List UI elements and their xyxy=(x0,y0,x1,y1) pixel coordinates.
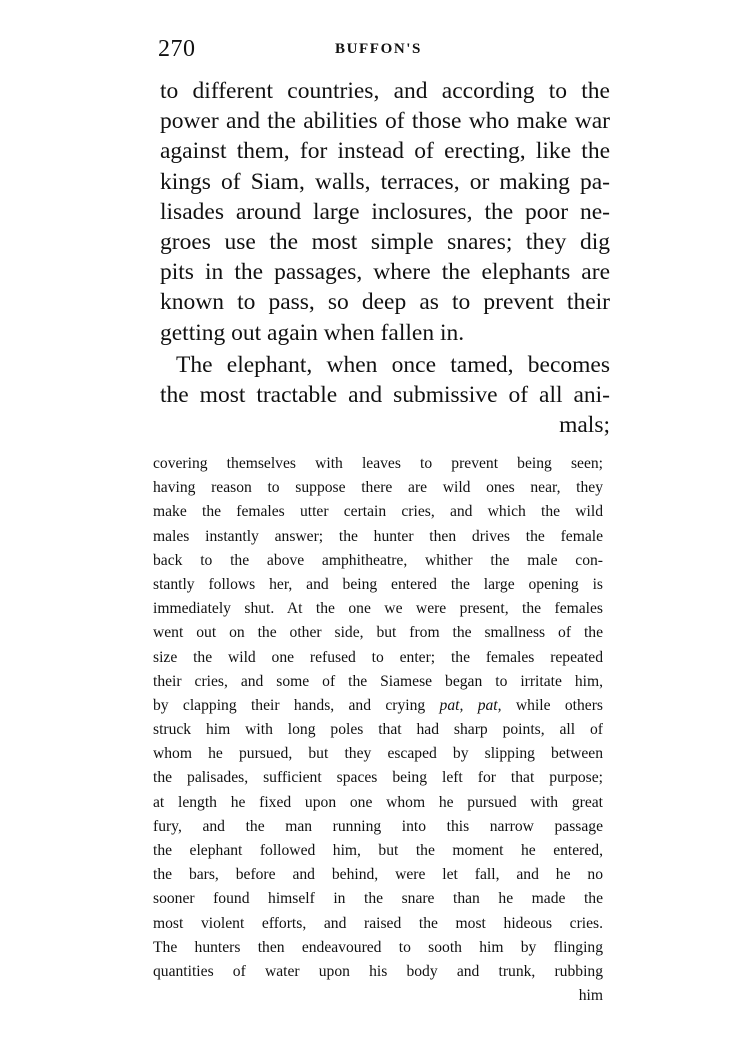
footnote-line: fury, and the man running into this narrow passage xyxy=(153,817,603,835)
footnote xyxy=(153,452,603,1008)
footnote-line: their cries, and some of the Siamese began to irritate him, xyxy=(153,672,603,690)
footnote-line-head: by clapping their hands, and crying xyxy=(153,696,426,714)
footnote-line: back to the above amphitheatre, whither the male con- xyxy=(153,551,603,569)
footnote-line: most violent efforts, and raised the most hideous cries. xyxy=(153,914,603,932)
footnote-line: make the females utter certain cries, and which the wild xyxy=(153,503,603,521)
main-line: against them, for instead of erecting, like the xyxy=(160,138,610,165)
footnote-line: the bars, before and behind, were let fall, and he no xyxy=(153,866,603,884)
main-line: groes use the most simple snares; they dig xyxy=(160,228,610,255)
main-line: kings of Siam, walls, terraces, or making pa- xyxy=(160,168,610,195)
main-line: mals; xyxy=(559,412,610,439)
footnote-line: immediately shut. At the one we were present, the females xyxy=(153,600,603,618)
footnote-line: at length he fixed upon one whom he pursued with great xyxy=(153,793,603,811)
footnote-line: sooner found himself in the snare than he made the xyxy=(153,890,603,908)
running-head xyxy=(158,36,610,66)
main-line: the most tractable and submissive of all ani- xyxy=(160,381,610,408)
footnote-line: size the wild one refused to enter; the females repeated xyxy=(153,648,603,666)
footnote-line: stantly follows her, and being entered the large opening is xyxy=(153,575,603,593)
main-line: The elephant, when once tamed, becomes xyxy=(176,351,610,378)
footnote-line: struck him with long poles that had sharp points, all of xyxy=(153,721,603,739)
main-line: power and the abilities of those who make war xyxy=(160,108,610,135)
footnote-line: him xyxy=(578,987,603,1005)
footnote-line: The hunters then endeavoured to sooth him by flinging xyxy=(153,938,603,956)
main-line: known to pass, so deep as to prevent their xyxy=(160,289,610,316)
footnote-line: went out on the other side, but from the smallness of the xyxy=(153,624,603,642)
footnote-line: having reason to suppose there are wild ones near, they xyxy=(153,479,603,497)
main-line: getting out again when fallen in. xyxy=(160,319,465,346)
main-line: lisades around large inclosures, the poor ne- xyxy=(160,198,610,225)
footnote-line: males instantly answer; the hunter then drives the female xyxy=(153,527,603,545)
footnote-line xyxy=(153,694,603,718)
footnote-line: whom he pursued, but they escaped by slipping between xyxy=(153,745,603,763)
running-title: BUFFON'S xyxy=(335,41,422,57)
main-line: to different countries, and according to the xyxy=(160,78,610,104)
main-text xyxy=(160,76,610,440)
footnote-line: quantities of water upon his body and trunk, rubbing xyxy=(153,962,603,980)
footnote-italic-phrase: pat, pat, xyxy=(439,696,502,714)
footnote-line: the palisades, sufficient spaces being left for that purpose; xyxy=(153,769,603,787)
footnote-line-tail: while others xyxy=(515,696,603,714)
footnote-line: covering themselves with leaves to prevent being seen; xyxy=(153,455,603,472)
footnote-line: the elephant followed him, but the moment he entered, xyxy=(153,842,603,859)
main-line: pits in the passages, where the elephants are xyxy=(160,259,610,286)
page-number: 270 xyxy=(158,36,196,62)
